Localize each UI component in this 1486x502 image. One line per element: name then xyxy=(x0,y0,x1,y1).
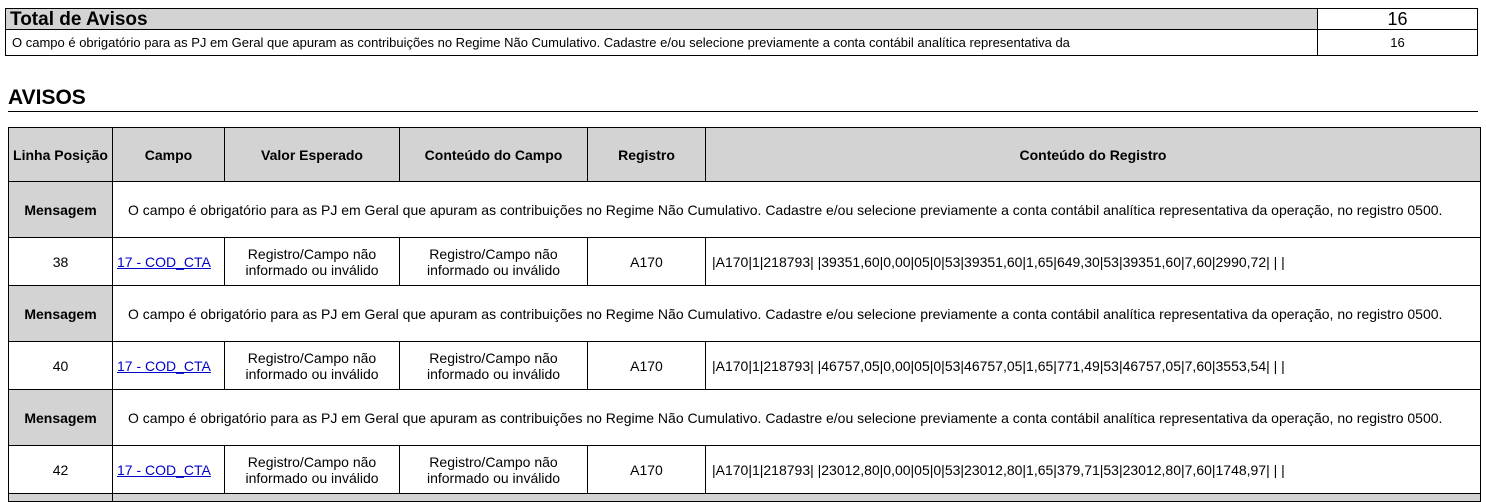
next-entry-text-cell xyxy=(113,494,1481,502)
header-valor-esperado: Valor Esperado xyxy=(225,128,400,182)
linha-cell: 40 xyxy=(9,342,113,390)
conteudo-registro-cell: |A170|1|218793| |23012,80|0,00|05|0|53|23012,80|1,65|379,71|53|23012,80|7,60|1748,97| | | xyxy=(706,446,1481,494)
message-label: Mensagem xyxy=(9,286,113,342)
header-registro: Registro xyxy=(588,128,706,182)
summary-message-row xyxy=(6,30,1478,56)
next-entry-row xyxy=(9,494,1481,502)
summary-message: O campo é obrigatório para as PJ em Geral que apuram as contribuições no Regime Não Cumulativo. Cadastre e/ou selecione previamente a conta contábil analítica representativa da xyxy=(6,30,1318,56)
campo-link[interactable]: 17 - COD_CTA xyxy=(117,253,211,270)
message-row xyxy=(9,182,1481,238)
section-divider xyxy=(8,111,1478,112)
summary-header-row xyxy=(6,9,1478,30)
avisos-table xyxy=(8,127,1481,502)
summary-message-count: 16 xyxy=(1318,30,1478,56)
section-title: AVISOS xyxy=(8,86,86,109)
campo-cell xyxy=(113,342,225,390)
campo-cell xyxy=(113,238,225,286)
campo-link[interactable]: 17 - COD_CTA xyxy=(117,461,211,478)
data-row xyxy=(9,446,1481,494)
message-label: Mensagem xyxy=(9,390,113,446)
campo-cell xyxy=(113,446,225,494)
linha-cell: 38 xyxy=(9,238,113,286)
avisos-header-row xyxy=(9,128,1481,182)
summary-table xyxy=(5,8,1478,56)
header-linha-posicao: Linha Posição xyxy=(9,128,113,182)
message-label: Mensagem xyxy=(9,182,113,238)
data-row xyxy=(9,342,1481,390)
conteudo-campo-cell: Registro/Campo não informado ou inválido xyxy=(400,446,588,494)
conteudo-registro-cell: |A170|1|218793| |46757,05|0,00|05|0|53|46757,05|1,65|771,49|53|46757,05|7,60|3553,54| | | xyxy=(706,342,1481,390)
valor-esperado-cell: Registro/Campo não informado ou inválido xyxy=(225,446,400,494)
message-text: O campo é obrigatório para as PJ em Geral que apuram as contribuições no Regime Não Cumulativo. Cadastre e/ou selecione previamente a conta contábil analítica representativa da operação, no registro 0500. xyxy=(113,182,1481,238)
linha-cell: 42 xyxy=(9,446,113,494)
valor-esperado-cell: Registro/Campo não informado ou inválido xyxy=(225,238,400,286)
message-text: O campo é obrigatório para as PJ em Geral que apuram as contribuições no Regime Não Cumulativo. Cadastre e/ou selecione previamente a conta contábil analítica representativa da operação, no registro 0500. xyxy=(113,390,1481,446)
registro-cell: A170 xyxy=(588,238,706,286)
summary-header: Total de Avisos xyxy=(6,9,1318,30)
header-conteudo-registro: Conteúdo do Registro xyxy=(706,128,1481,182)
conteudo-campo-cell: Registro/Campo não informado ou inválido xyxy=(400,238,588,286)
summary-header-count: 16 xyxy=(1318,9,1478,30)
registro-cell: A170 xyxy=(588,342,706,390)
message-row xyxy=(9,286,1481,342)
valor-esperado-cell: Registro/Campo não informado ou inválido xyxy=(225,342,400,390)
header-conteudo-campo: Conteúdo do Campo xyxy=(400,128,588,182)
registro-cell: A170 xyxy=(588,446,706,494)
message-row xyxy=(9,390,1481,446)
header-campo: Campo xyxy=(113,128,225,182)
message-text: O campo é obrigatório para as PJ em Geral que apuram as contribuições no Regime Não Cumulativo. Cadastre e/ou selecione previamente a conta contábil analítica representativa da operação, no registro 0500. xyxy=(113,286,1481,342)
next-entry-label-cell xyxy=(9,494,113,502)
data-row xyxy=(9,238,1481,286)
campo-link[interactable]: 17 - COD_CTA xyxy=(117,357,211,374)
conteudo-campo-cell: Registro/Campo não informado ou inválido xyxy=(400,342,588,390)
conteudo-registro-cell: |A170|1|218793| |39351,60|0,00|05|0|53|39351,60|1,65|649,30|53|39351,60|7,60|2990,72| | | xyxy=(706,238,1481,286)
